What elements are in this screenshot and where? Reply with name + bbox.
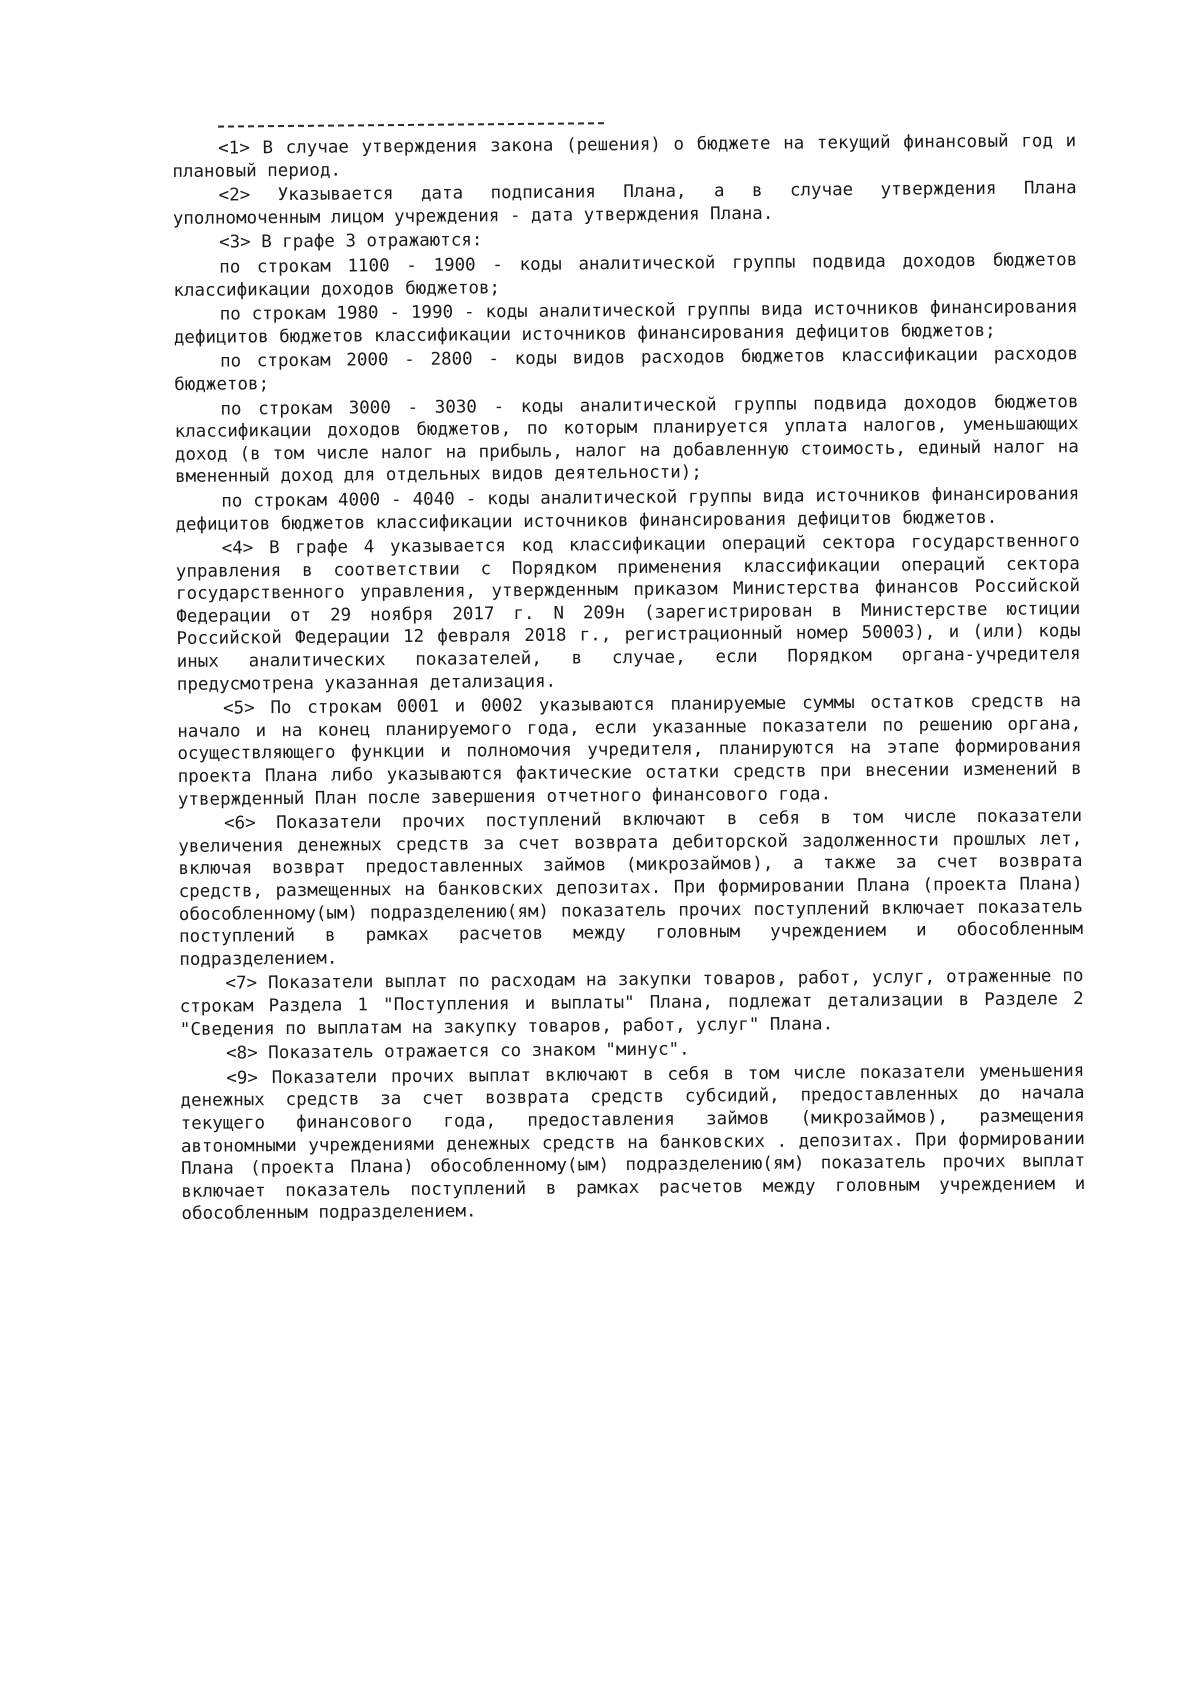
footnotes-block xyxy=(172,118,1086,1228)
footnote-4: <4> В графе 4 указывается код классификации операций сектора государственного управления в соответствии с Порядком применения классификации операций сектора государственного управления, утвержденным приказом Министерства финансов Российской Федерации от 29 ноября 2017 г. N 209н (зарегистрирован в Министерстве юстиции Российской Федерации 12 февраля 2018 г., регистрационный номер 50003), и (или) коды иных аналитических показателей, в случае, если Порядком органа-учредителя предусмотрена указанная детализация. xyxy=(175,531,1081,695)
footnote-3-rows-3000-3030: по строкам 3000 - 3030 - коды аналитической группы подвида доходов бюджетов классификации доходов бюджетов, по которым планируется уплата налогов, уменьшающих доход (в том числе налог на прибыль, налог на добавленную стоимость, единый налог на вмененный доход для отдельных видов деятельности); xyxy=(174,391,1079,488)
footnote-2: <2> Указывается дата подписания Плана, а в случае утверждения Плана уполномоченным лицом учреждения - дата утверждения Плана. xyxy=(172,178,1077,229)
footnote-3-rows-1100-1900: по строкам 1100 - 1900 - коды аналитической группы подвида доходов бюджетов классификации доходов бюджетов; xyxy=(173,250,1078,301)
footnote-separator xyxy=(218,122,604,127)
footnote-3-rows-4000-4040: по строкам 4000 - 4040 - коды аналитической группы вида источников финансирования дефицитов бюджетов классификации источников финансирования дефицитов бюджетов. xyxy=(175,484,1080,535)
footnote-3-rows-1980-1990: по строкам 1980 - 1990 - коды аналитической группы вида источников финансирования дефицитов бюджетов классификации источников финансирования дефицитов бюджетов; xyxy=(173,297,1078,348)
footnote-5: <5> По строкам 0001 и 0002 указываются планируемые суммы остатков средств на начало и на конец планируемого года, если указанные показатели по решению органа, осуществляющего функции и полномочия учредителя, планируются на этапе формирования проекта Плана либо указываются фактические остатки средств при внесении изменений в утвержденный План после завершения отчетного финансового года. xyxy=(177,691,1082,810)
footnote-9: <9> Показатели прочих выплат включают в себя в том числе показатели уменьшения денежных средств за счет возврата средств субсидий, предоставленных до начала текущего финансового года, предоставления займов (микрозаймов), размещения автономными учреждениями денежных средств на банковских . депозитах. При формировании Плана (проекта Плана) обособленному(ым) подразделению(ям) показатель прочих выплат включает показатель поступлений в рамках расчетов между головным учреждением и обособленным подразделением. xyxy=(180,1060,1086,1225)
footnote-1: <1> В случае утверждения закона (решения) о бюджете на текущий финансовый год и плановый период. xyxy=(172,131,1077,182)
footnote-7: <7> Показатели выплат по расходам на закупки товаров, работ, услуг, отраженные по строкам Раздела 1 "Поступления и выплаты" Плана, подлежат детализации в Разделе 2 "Сведения по выплатам на закупку товаров, работ, услуг" Плана. xyxy=(179,966,1084,1040)
footnote-3: <3> В графе 3 отражаются: xyxy=(218,230,483,253)
footnote-6: <6> Показатели прочих поступлений включают в себя в том числе показатели увеличения денежных средств за счет возврата дебиторской задолженности прошлых лет, включая возврат предоставленных займов (микрозаймов), а также за счет возврата средств, размещенных на банковских депозитах. При формировании Плана (проекта Плана) обособленному(ым) подразделению(ям) показатель прочих поступлений включает показатель поступлений в рамках расчетов между головным учреждением и обособленным подразделением. xyxy=(178,806,1084,970)
footnote-8: <8> Показатель отражается со знаком "минус". xyxy=(226,1039,690,1064)
footnote-3-rows-2000-2800: по строкам 2000 - 2800 - коды видов расходов бюджетов классификации расходов бюджетов; xyxy=(174,344,1079,395)
